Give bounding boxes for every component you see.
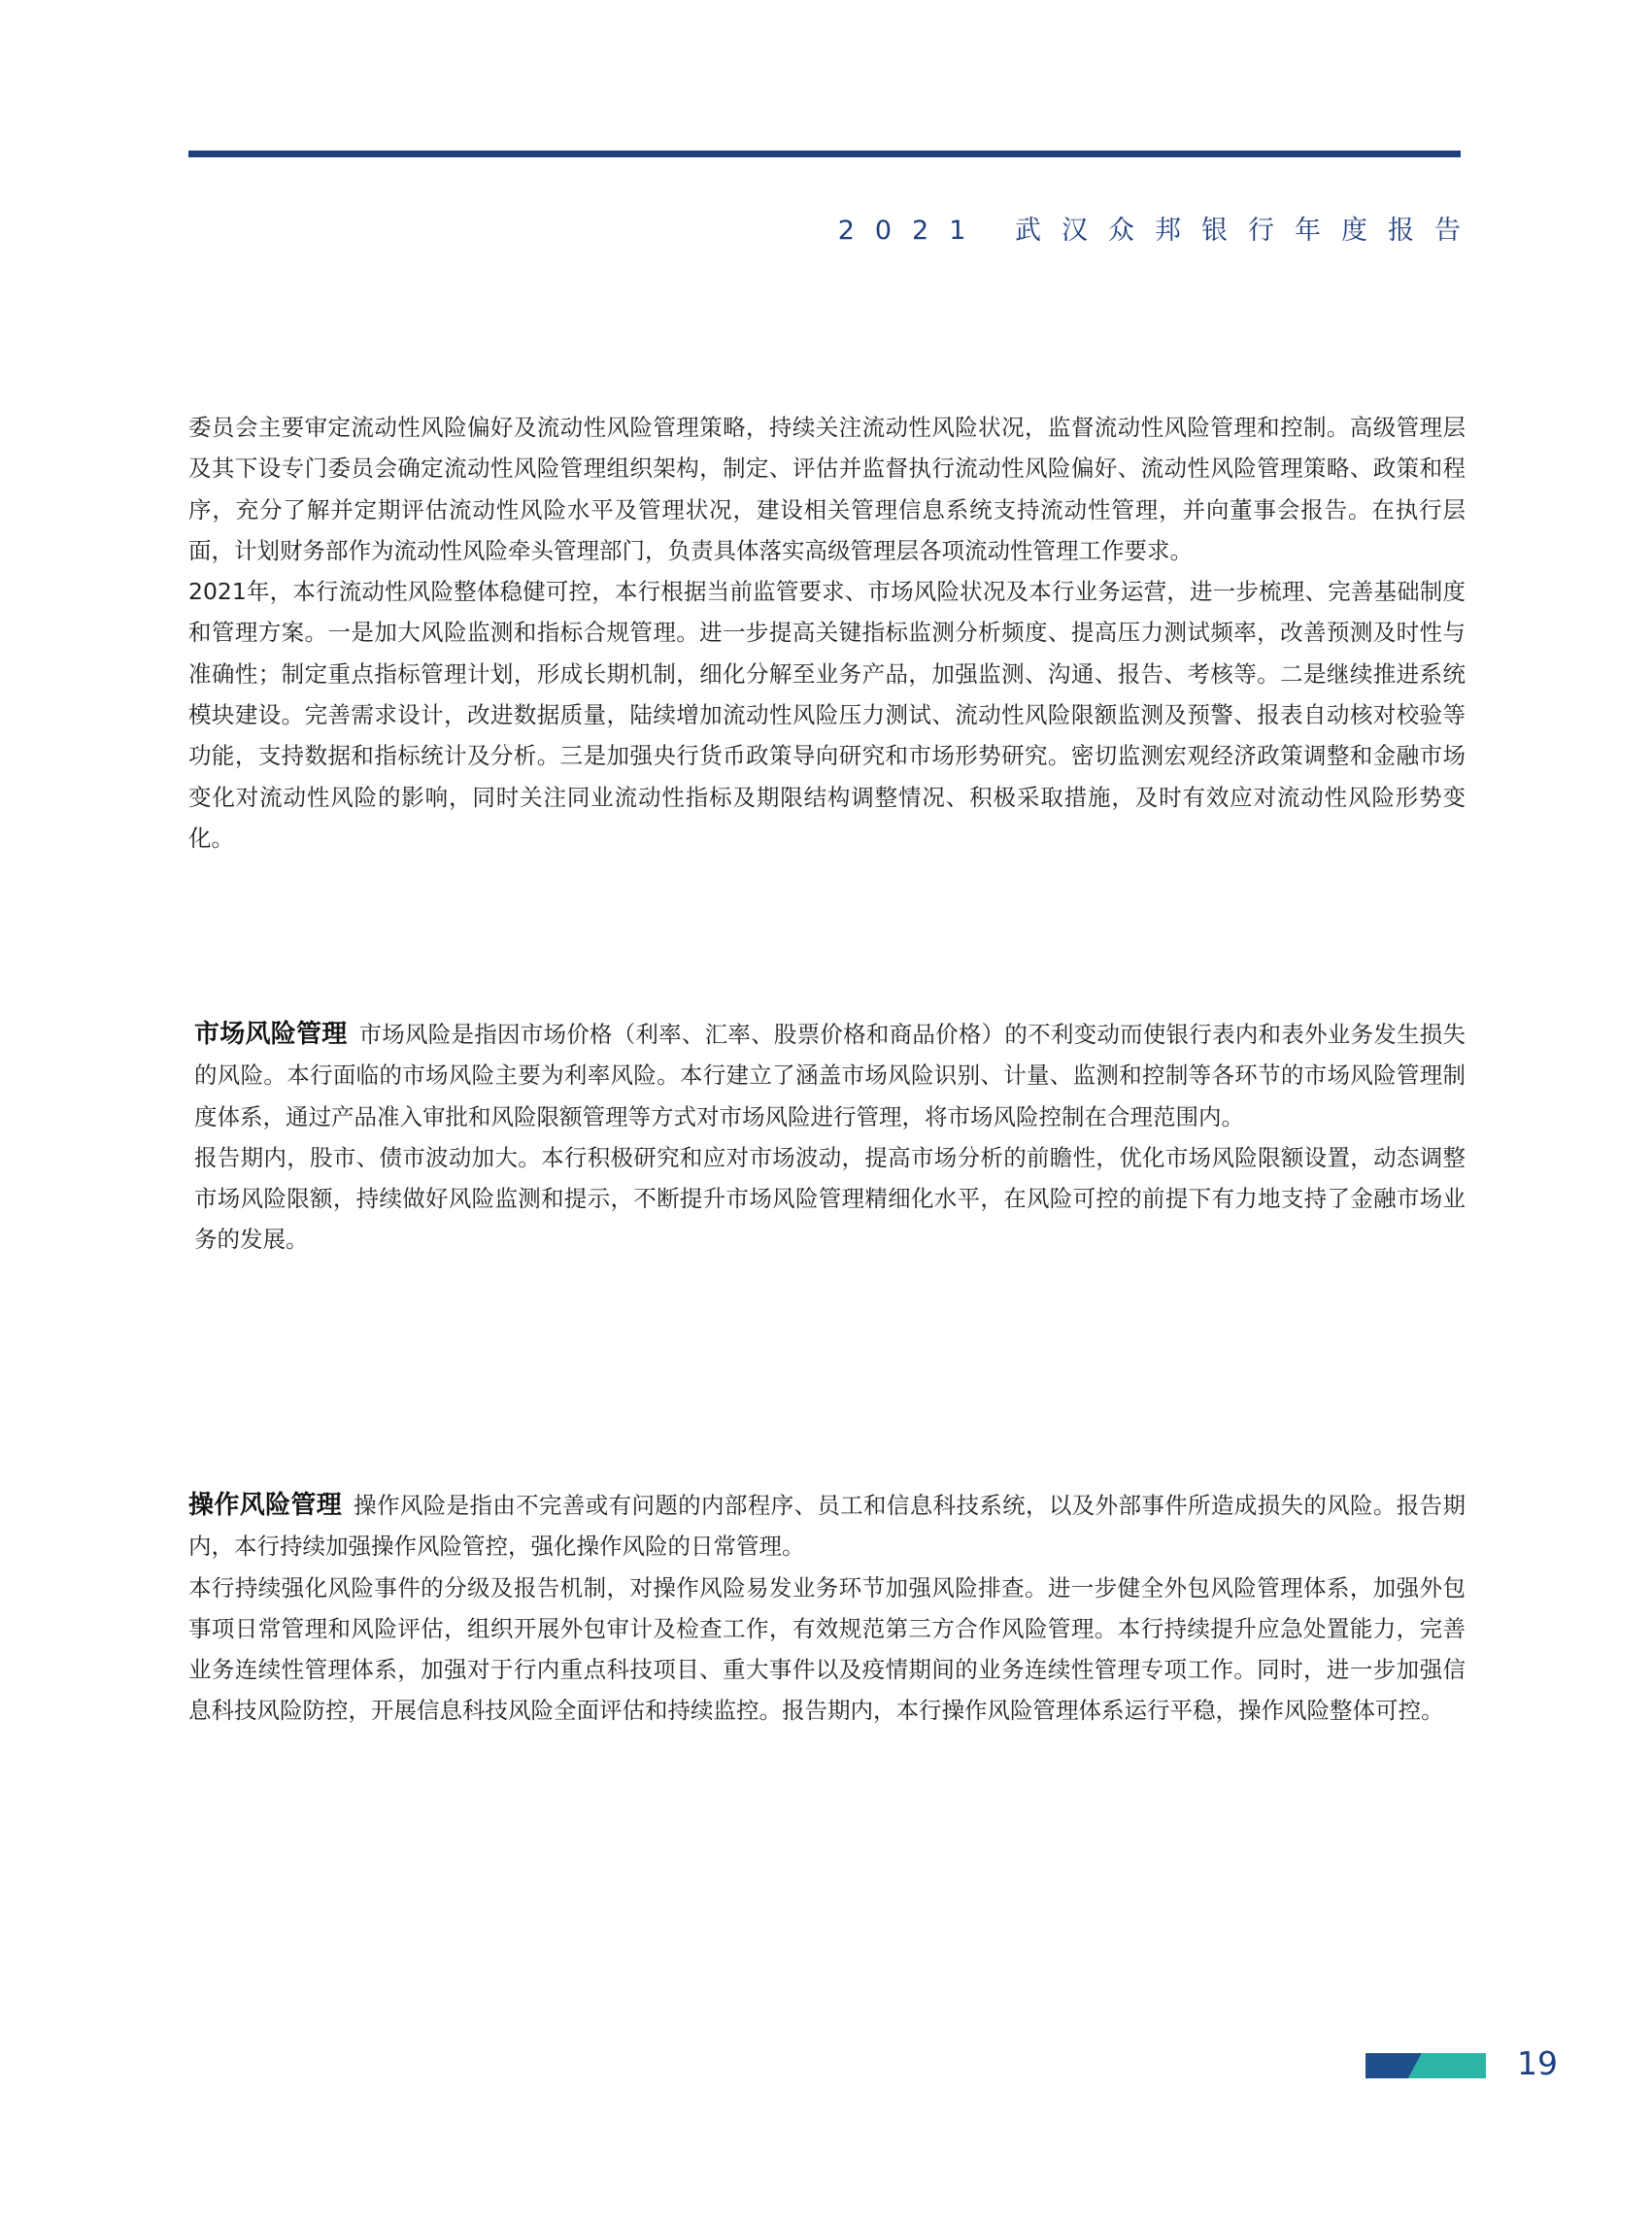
market-risk-section [194,1014,1466,1261]
report-title: 2021 武汉众邦银行年度报告 [837,216,1481,246]
liquidity-paragraph-2: 2021年，本行流动性风险整体稳健可控，本行根据当前监管要求、市场风险状况及本行业务运营，进一步梳理、完善基础制度和管理方案。一是加大风险监测和指标合规管理。进一步提高关键指标监测分析频度、提高压力测试频率，改善预测及时性与准确性；制定重点指标管理计划，形成长期机制，细化分解至业务产品，加强监测、沟通、报告、考核等。二是继续推进系统模块建设。完善需求设计，改进数据质量，陆续增加流动性风险压力测试、流动性风险限额监测及预警、报表自动核对校验等功能，支持数据和指标统计及分析。三是加强央行货币政策导向研究和市场形势研究。密切监测宏观经济政策调整和金融市场变化对流动性风险的影响，同时关注同业流动性指标及期限结构调整情况、积极采取措施，及时有效应对流动性风险形势变化。 [188,578,1466,852]
operational-intro-text: 操作风险是指由不完善或有问题的内部程序、员工和信息科技系统，以及外部事件所造成损失的风险。报告期内，本行持续加强操作风险管控，强化操作风险的日常管理。 [188,1492,1466,1561]
footer-decoration-bar [1365,2053,1486,2078]
page-number: 19 [1517,2044,1558,2082]
operational-risk-heading: 操作风险管理 [188,1491,343,1520]
market-intro-text: 市场风险是指因市场价格（利率、汇率、股票价格和商品价格）的不利变动而使银行表内和表外业务发生损失的风险。本行面临的市场风险主要为利率风险。本行建立了涵盖市场风险识别、计量、监测和控制等各环节的市场风险管理制度体系，通过产品准入审批和风险限额管理等方式对市场风险进行管理，将市场风险控制在合理范围内。 [194,1021,1466,1130]
liquidity-risk-section [188,407,1466,859]
header-rule [188,151,1461,157]
liquidity-paragraph-1: 委员会主要审定流动性风险偏好及流动性风险管理策略，持续关注流动性风险状况，监督流动性风险管理和控制。高级管理层及其下设专门委员会确定流动性风险管理组织架构，制定、评估并监督执行流动性风险偏好、流动性风险管理策略、政策和程序，充分了解并定期评估流动性风险水平及管理状况，建设相关管理信息系统支持流动性管理，并向董事会报告。在执行层面，计划财务部作为流动性风险牵头管理部门，负责具体落实高级管理层各项流动性管理工作要求。 [188,414,1466,564]
market-intro-paragraph [194,1014,1466,1137]
operational-intro-paragraph [188,1485,1466,1568]
market-risk-heading: 市场风险管理 [194,1020,348,1049]
operational-paragraph-1: 本行持续强化风险事件的分级及报告机制，对操作风险易发业务环节加强风险排查。进一步健全外包风险管理体系，加强外包事项日常管理和风险评估，组织开展外包审计及检查工作，有效规范第三方合作风险管理。本行持续提升应急处置能力，完善业务连续性管理体系，加强对于行内重点科技项目、重大事件以及疫情期间的业务连续性管理专项工作。同时，进一步加强信息科技风险防控，开展信息科技风险全面评估和持续监控。报告期内，本行操作风险管理体系运行平稳，操作风险整体可控。 [188,1573,1466,1725]
operational-risk-section [188,1485,1466,1732]
market-paragraph-1: 报告期内，股市、债市波动加大。本行积极研究和应对市场波动，提高市场分析的前瞻性，优化市场风险限额设置，动态调整市场风险限额，持续做好风险监测和提示，不断提升市场风险管理精细化水平，在风险可控的前提下有力地支持了金融市场业务的发展。 [194,1143,1466,1254]
